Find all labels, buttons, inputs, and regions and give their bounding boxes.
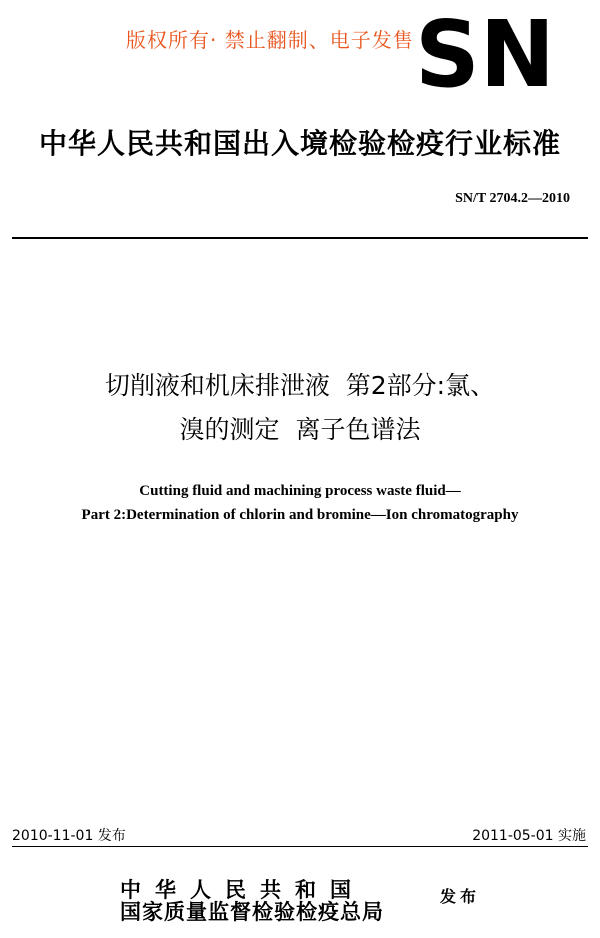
sn-logo <box>414 16 556 92</box>
english-title-line-2: Part 2:Determination of chlorin and bromine—Ion chromatography <box>81 507 519 523</box>
copyright-notice: 版权所有· 禁止翻制、电子发售 <box>126 28 414 52</box>
industry-standard-title: 中华人民共和国出入境检验检疫行业标准 <box>38 127 561 160</box>
standard-number: SN/T 2704.2—2010 <box>455 191 570 206</box>
english-title <box>0 479 600 527</box>
chinese-title-line-1: 切削液和机床排泄液 第2部分:氯、 <box>104 371 496 400</box>
issuing-org-line-1: 中华人民共和国 <box>120 878 365 902</box>
english-title-line-1: Cutting fluid and machining process waste fluid— <box>139 483 461 499</box>
publish-label: 发布 <box>440 887 481 906</box>
header-divider <box>12 237 588 239</box>
footer-divider <box>12 846 588 847</box>
implementation-date: 2011-05-01 实施 <box>472 828 586 844</box>
svg-text:SN: SN <box>415 16 555 92</box>
chinese-title <box>0 364 600 452</box>
issue-date: 2010-11-01 发布 <box>12 828 126 844</box>
chinese-title-line-2: 溴的测定 离子色谱法 <box>179 415 421 444</box>
issuing-org-line-2: 国家质量监督检验检疫总局 <box>120 900 384 924</box>
